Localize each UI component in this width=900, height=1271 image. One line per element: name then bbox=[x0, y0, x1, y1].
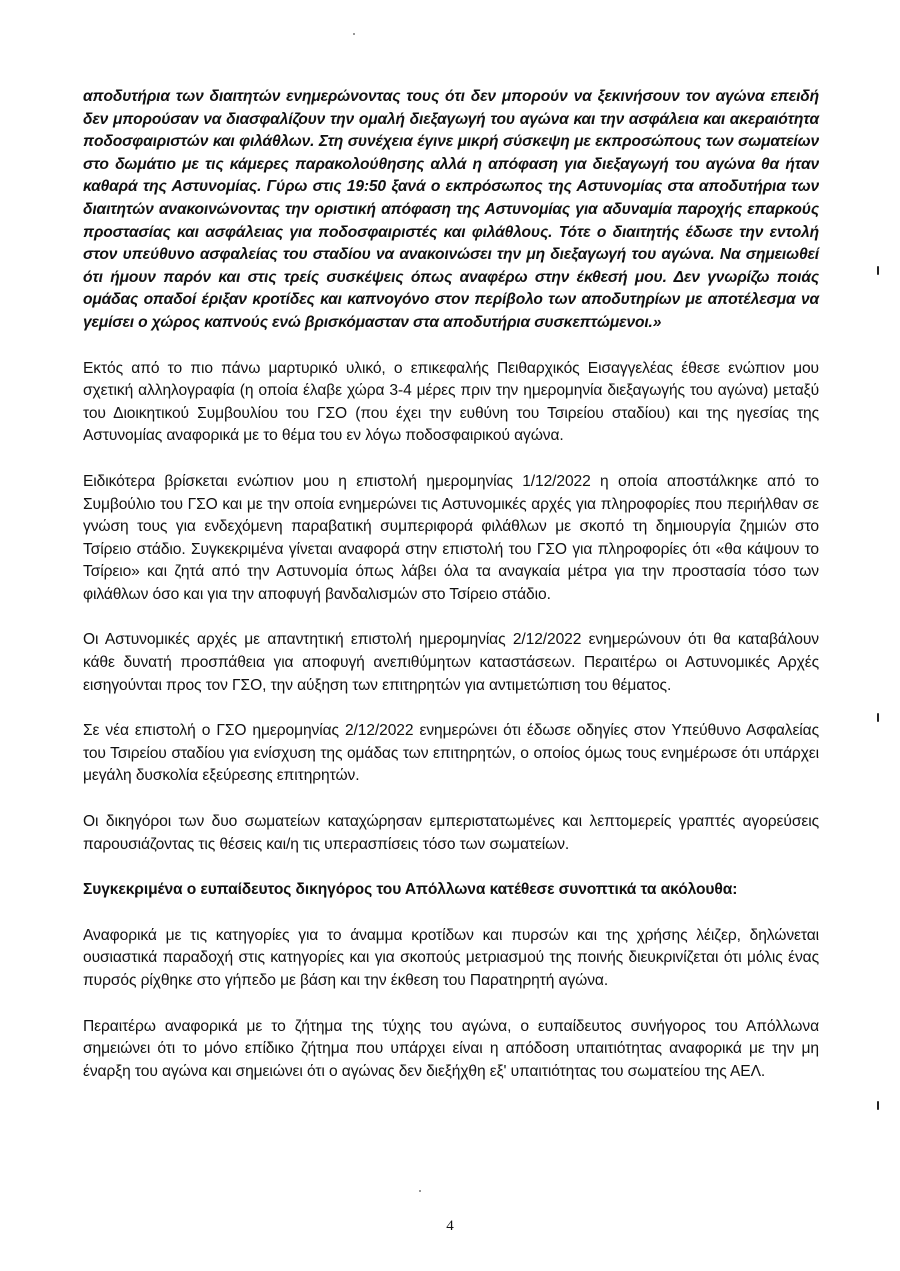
scan-speck bbox=[353, 33, 355, 35]
evidence-correspondence-paragraph: Εκτός από το πιο πάνω μαρτυρικό υλικό, ο επικεφαλής Πειθαρχικός Εισαγγελέας έθεσε ενώπιον μου σχετική αλληλογραφία (η οποία έλαβε χώρα 3-4 μέρες πριν την ημερομηνία διεξαγωγής του αγώνα) μεταξύ του Διοικητικού Συμβουλίου του ΓΣΟ (που έχει την ευθύνη του Τσιρείου σταδίου) και της ηγεσίας της Αστυνομίας αναφορικά με το θέμα του εν λόγω ποδοσφαιρικού αγώνα. bbox=[83, 359, 819, 445]
margin-mark bbox=[877, 1101, 879, 1110]
charges-admission-paragraph: Αναφορικά με τις κατηγορίες για το άναμμα κροτίδων και πυρσών και της χρήσης λέιζερ, δηλώνεται ουσιαστικά παραδοχή στις κατηγορίες και για σκοπούς μετριασμού της ποινής διευκρινίζεται ότι μόλις ένας πυρσός ρίχθηκε στο γήπεδο με βάση και την έκθεση του Παρατηρητή αγώνα. bbox=[83, 926, 819, 989]
page-number: 4 bbox=[446, 1218, 454, 1234]
gso-new-letter-paragraph: Σε νέα επιστολή ο ΓΣΟ ημερομηνίας 2/12/2022 ενημερώνει ότι έδωσε οδηγίες στον Υπεύθυνο Ασφαλείας του Τσιρείου σταδίου για ενίσχυση της ομάδας των επιτηρητών, ο οποίος όμως τους ενημέρωσε ότι υπάρχει μεγάλη δυσκολία εξεύρεσης επιτηρητών. bbox=[83, 722, 819, 785]
apollon-lawyer-heading: Συγκεκριμένα ο ευπαίδευτος δικηγόρος του Απόλλωνα κατέθεσε συνοπτικά τα ακόλουθα: bbox=[83, 881, 738, 899]
lawyers-submissions-paragraph: Οι δικηγόροι των δυο σωματείων καταχώρησαν εμπεριστατωμένες και λεπτομερείς γραπτές αγορεύσεις παρουσιάζοντας τις θέσεις και/η τις υπερασπίσεις τόσο των σωματείων. bbox=[83, 813, 819, 853]
margin-mark bbox=[877, 266, 879, 275]
scan-speck bbox=[419, 1190, 421, 1192]
quoted-testimony-paragraph: αποδυτήρια των διαιτητών ενημερώνοντας τους ότι δεν μπορούν να ξεκινήσουν τον αγώνα επειδή δεν μπορούσαν να διασφαλίζουν την ομαλή διεξαγωγή του αγώνα και την ασφάλεια και ακεραιότητα ποδοσφαιριστών και φιλάθλων. Στη συνέχεια έγινε μικρή σύσκεψη με εκπροσώπους των σωματείων στο δωμάτιο με τις κάμερες παρακολούθησης αλλά η απόφαση για διεξαγωγή του αγώνα θα ήταν καθαρά της Αστυνομίας. Γύρω στις 19:50 ξανά ο εκπρόσωπος της Αστυνομίας στα αποδυτήρια των διαιτητών ανακοινώνοντας την οριστική απόφαση της Αστυνομίας για αδυναμία παροχής επαρκούς προστασίας και ασφάλειας για ποδοσφαιριστές και φιλάθλους. Τότε ο διαιτητής έδωσε την εντολή στον υπεύθυνο ασφαλείας του σταδίου να ανακοινώσει την μη διεξαγωγή του αγώνα. Να σημειωθεί ότι ήμουν παρόν και στις τρείς συσκέψεις όπως αναφέρω στην έκθεσή μου. Δεν γνωρίζω ποιάς ομάδας οπαδοί έριξαν κροτίδες και καπνογόνο στον περίβολο των αποδυτηρίων με αποτέλεσμα να γεμίσει ο χώρος καπνούς ενώ βρισκόμασταν στα αποδυτήρια συσκεπτώμενοι.» bbox=[83, 88, 819, 331]
margin-mark bbox=[877, 713, 879, 722]
match-fate-paragraph: Περαιτέρω αναφορικά με το ζήτημα της τύχης του αγώνα, ο ευπαίδευτος συνήγορος του Απόλλωνα σημειώνει ότι το μόνο επίδικο ζήτημα που υπάρχει είναι η απόδοση υπαιτιότητας αναφορικά με την μη έναρξη του αγώνα και σημειώνει ότι ο αγώνας δεν διεξήχθη εξ' υπαιτιότητας του σωματείου της ΑΕΛ. bbox=[83, 1017, 819, 1080]
document-body bbox=[83, 86, 819, 1083]
police-reply-paragraph: Οι Αστυνομικές αρχές με απαντητική επιστολή ημερομηνίας 2/12/2022 ενημερώνουν ότι θα καταβάλουν κάθε δυνατή προσπάθεια για αποφυγή ανεπιθύμητων καταστάσεων. Περαιτέρω οι Αστυνομικές Αρχές εισηγούνται προς τον ΓΣΟ, την αύξηση των επιτηρητών για αντιμετώπιση του θέματος. bbox=[83, 631, 819, 694]
letter-1-12-2022-paragraph: Ειδικότερα βρίσκεται ενώπιον μου η επιστολή ημερομηνίας 1/12/2022 η οποία αποστάλκηκε από το Συμβούλιο του ΓΣΟ και με την οποία ενημερώνει τις Αστυνομικές αρχές για πληροφορίες που περιήλθαν σε γνώση τους για ενδεχόμενη παραβατική συμπεριφορά φιλάθλων με σκοπό τη δημιουργία ζημιών στο Τσίρειο στάδιο. Συγκεκριμένα γίνεται αναφορά στην επιστολή του ΓΣΟ για πληροφορίες ότι «θα κάψουν το Τσίρειο» και ζητά από την Αστυνομία όπως λάβει όλα τα αναγκαία μέτρα για την προστασία τόσο των φιλάθλων όσο και για την αποφυγή βανδαλισμών στο Τσίρειο στάδιο. bbox=[83, 472, 819, 603]
